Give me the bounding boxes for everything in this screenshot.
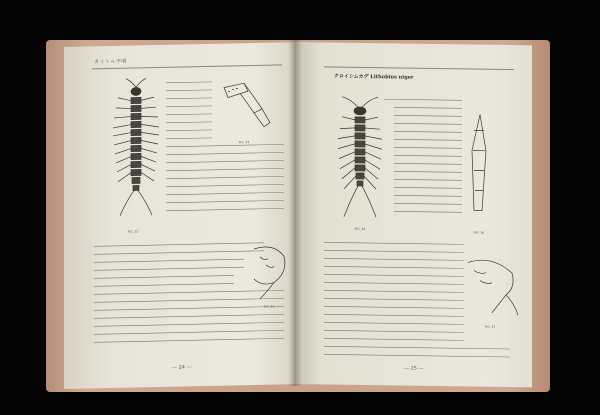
right-page [294,42,532,387]
left-text-lines [84,72,294,376]
right-figure-caption-2: FIG. 26 [473,230,485,235]
claw-illustration-right [462,252,522,323]
header-rule-right [324,66,514,70]
left-page [64,42,302,389]
left-figure-caption-2: FIG. 23 [238,140,250,145]
section-title: クロイシムカデ Lithobius niger [334,73,414,81]
claw-illustration-left [244,242,294,303]
right-text-column [394,97,464,218]
book-gutter [288,40,302,386]
right-page-number: — 25 — [404,365,424,372]
left-running-head: タイトル不明 [94,58,127,66]
left-figure-caption-1: FIG. 22 [127,229,139,234]
header-rule [92,64,282,69]
right-figure-caption-1: FIG. 25 [354,226,366,231]
right-figure-caption-3: FIG. 27 [484,324,496,329]
left-figure-caption-3: FIG. 24 [263,304,275,309]
left-page-number: — 24 — [172,364,192,371]
